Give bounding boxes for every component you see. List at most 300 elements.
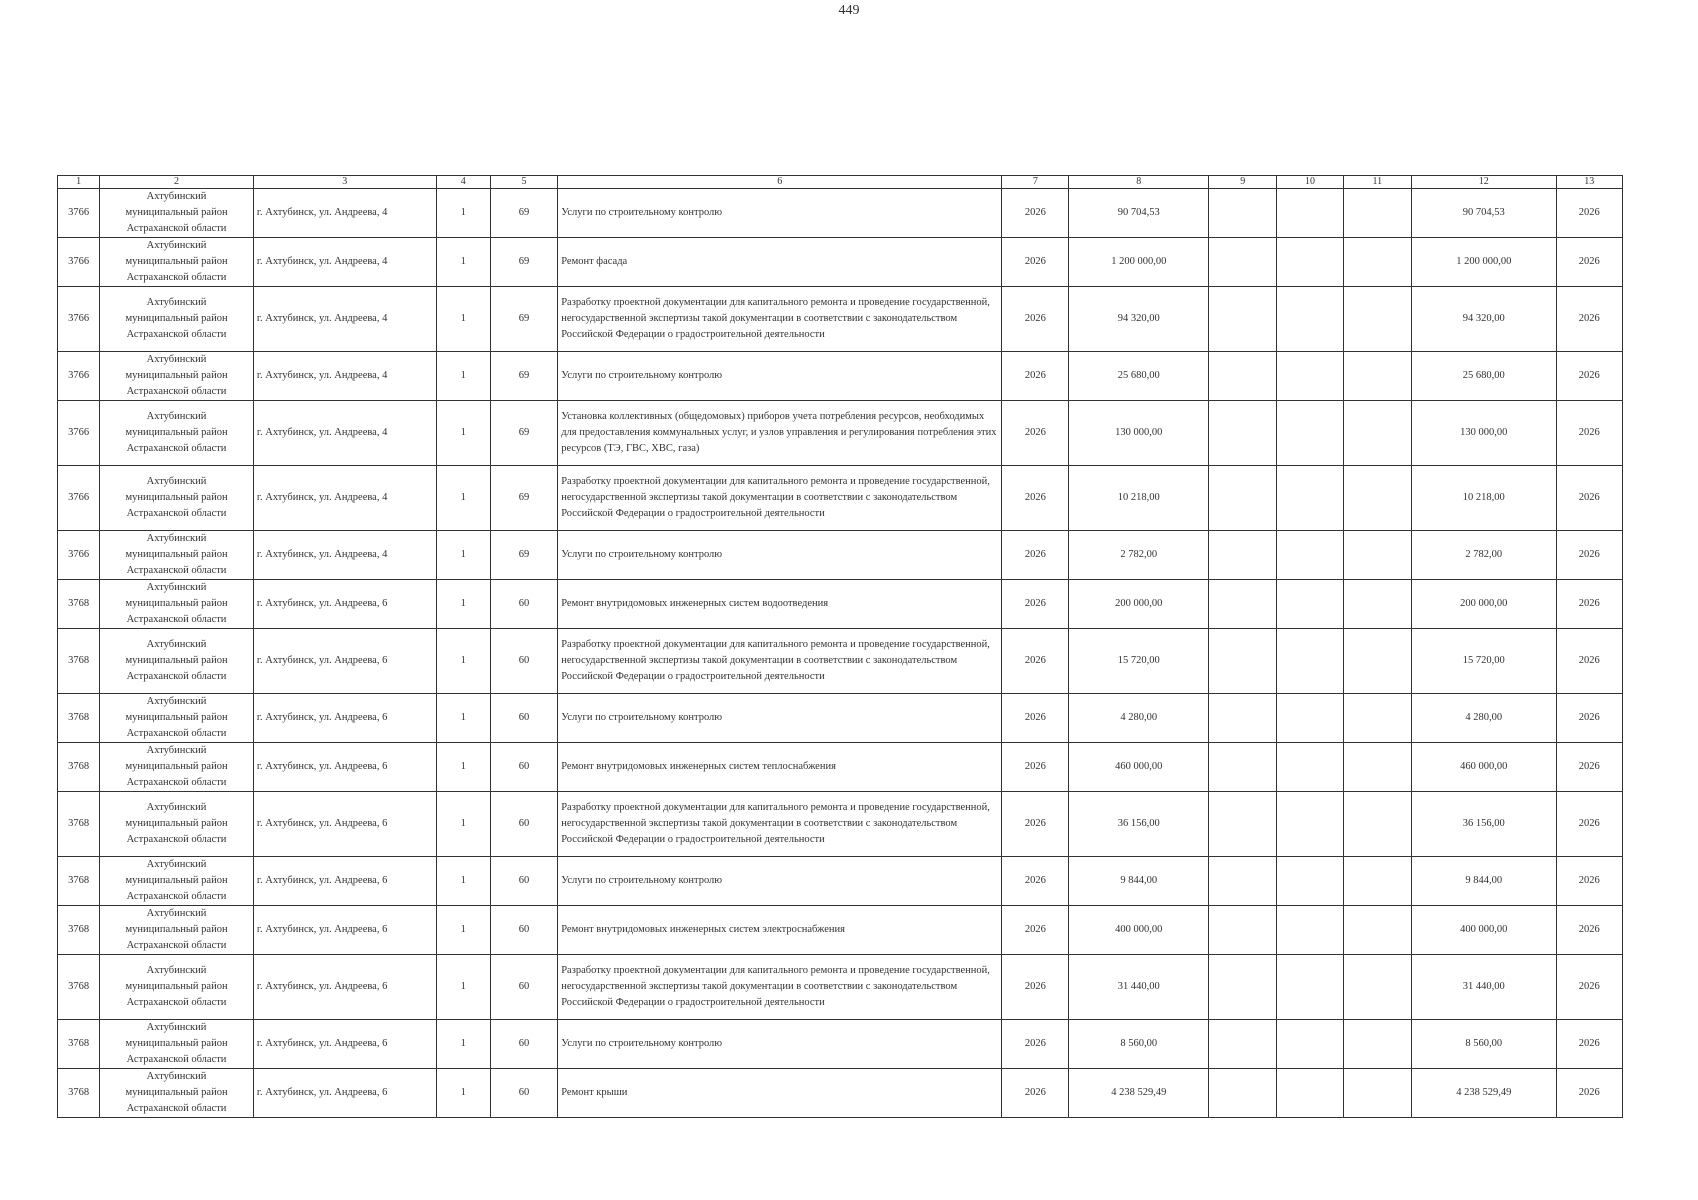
col9-cell	[1209, 906, 1277, 955]
id-text: 3768	[68, 981, 90, 992]
year-cell	[1002, 1020, 1069, 1069]
district-text: Ахтубинский	[146, 297, 207, 308]
header-cell: 10	[1277, 176, 1343, 189]
col4-text: 1	[460, 818, 466, 829]
table-row	[58, 401, 1623, 466]
amount-text: 8 560,00	[1120, 1038, 1158, 1049]
address-text: г. Ахтубинск, ул. Андреева, 4	[256, 256, 388, 267]
district-text: муниципальный район	[125, 818, 228, 829]
col5-cell	[490, 743, 557, 792]
district-cell	[100, 743, 254, 792]
address-text: г. Ахтубинск, ул. Андреева, 6	[256, 1087, 388, 1098]
col10-cell	[1277, 189, 1343, 238]
amount-text: 130 000,00	[1115, 427, 1163, 438]
work-type-text: Ремонт внутридомовых инженерных систем водоотведения	[561, 598, 829, 609]
year-text: 2026	[1024, 875, 1046, 886]
address-cell	[253, 1069, 436, 1118]
id-cell	[58, 1020, 100, 1069]
col5-text: 60	[518, 981, 530, 992]
col10-cell	[1277, 629, 1343, 694]
total-text: 15 720,00	[1462, 655, 1505, 666]
total-text: 1 200 000,00	[1456, 256, 1512, 267]
table-row	[58, 580, 1623, 629]
amount-text: 10 218,00	[1117, 492, 1160, 503]
col5-text: 60	[518, 924, 530, 935]
work-type-cell	[558, 238, 1002, 287]
end-year-text: 2026	[1578, 924, 1600, 935]
district-cell	[100, 857, 254, 906]
col9-cell	[1209, 287, 1277, 352]
work-type-text: Разработку проектной документации для капитального ремонта и проведение государственной, негосударственной экспертизы такой документации в соответствии с законодательством Российской Федерации о градостроительной деятельности	[561, 639, 990, 682]
table-row	[58, 955, 1623, 1020]
header-cell: 1	[58, 176, 100, 189]
work-type-cell	[558, 792, 1002, 857]
year-text: 2026	[1024, 427, 1046, 438]
amount-cell	[1069, 955, 1209, 1020]
amount-text: 36 156,00	[1117, 818, 1160, 829]
col4-text: 1	[460, 427, 466, 438]
total-text: 36 156,00	[1462, 818, 1505, 829]
id-cell	[58, 580, 100, 629]
year-cell	[1002, 531, 1069, 580]
work-type-text: Ремонт внутридомовых инженерных систем электроснабжения	[561, 924, 845, 935]
col10-cell	[1277, 287, 1343, 352]
total-text: 2 782,00	[1465, 549, 1503, 560]
col4-text: 1	[460, 924, 466, 935]
col5-cell	[490, 352, 557, 401]
year-text: 2026	[1024, 549, 1046, 560]
address-text: г. Ахтубинск, ул. Андреева, 6	[256, 761, 388, 772]
year-cell	[1002, 466, 1069, 531]
table-row	[58, 287, 1623, 352]
total-text: 90 704,53	[1462, 207, 1505, 218]
capital-repair-table	[57, 175, 1623, 1118]
col10-cell	[1277, 743, 1343, 792]
col5-text: 60	[518, 712, 530, 723]
col4-text: 1	[460, 549, 466, 560]
col10-cell	[1277, 352, 1343, 401]
work-type-text: Услуги по строительному контролю	[561, 1038, 723, 1049]
id-text: 3768	[68, 761, 90, 772]
col4-cell	[436, 189, 490, 238]
year-text: 2026	[1024, 924, 1046, 935]
address-cell	[253, 401, 436, 466]
amount-cell	[1069, 857, 1209, 906]
work-type-text: Услуги по строительному контролю	[561, 370, 723, 381]
district-text: Ахтубинский	[146, 240, 207, 251]
col5-text: 60	[518, 598, 530, 609]
col4-cell	[436, 1069, 490, 1118]
address-text: г. Ахтубинск, ул. Андреева, 6	[256, 924, 388, 935]
id-text: 3768	[68, 1087, 90, 1098]
year-text: 2026	[1024, 370, 1046, 381]
col4-cell	[436, 531, 490, 580]
header-cell: 3	[253, 176, 436, 189]
table-row	[58, 352, 1623, 401]
col9-cell	[1209, 955, 1277, 1020]
district-cell	[100, 1069, 254, 1118]
amount-cell	[1069, 580, 1209, 629]
header-cell: 2	[100, 176, 254, 189]
col4-text: 1	[460, 712, 466, 723]
total-cell	[1411, 189, 1556, 238]
total-cell	[1411, 531, 1556, 580]
total-cell	[1411, 580, 1556, 629]
end-year-text: 2026	[1578, 875, 1600, 886]
year-text: 2026	[1024, 256, 1046, 267]
amount-cell	[1069, 1020, 1209, 1069]
col9-cell	[1209, 466, 1277, 531]
district-text: муниципальный район	[125, 256, 228, 267]
year-cell	[1002, 906, 1069, 955]
id-cell	[58, 531, 100, 580]
amount-cell	[1069, 1069, 1209, 1118]
district-text: Астраханской области	[126, 614, 227, 625]
end-year-cell	[1556, 906, 1622, 955]
header-cell: 12	[1411, 176, 1556, 189]
district-text: муниципальный район	[125, 313, 228, 324]
end-year-cell	[1556, 466, 1622, 531]
total-cell	[1411, 238, 1556, 287]
col11-cell	[1343, 531, 1411, 580]
year-text: 2026	[1024, 1087, 1046, 1098]
year-cell	[1002, 189, 1069, 238]
col5-cell	[490, 906, 557, 955]
district-text: Астраханской области	[126, 223, 227, 234]
address-text: г. Ахтубинск, ул. Андреева, 4	[256, 549, 388, 560]
col10-cell	[1277, 238, 1343, 287]
table-row	[58, 743, 1623, 792]
end-year-text: 2026	[1578, 818, 1600, 829]
col5-cell	[490, 401, 557, 466]
id-cell	[58, 401, 100, 466]
id-text: 3766	[68, 427, 90, 438]
end-year-text: 2026	[1578, 313, 1600, 324]
total-cell	[1411, 352, 1556, 401]
end-year-cell	[1556, 955, 1622, 1020]
year-cell	[1002, 792, 1069, 857]
address-cell	[253, 580, 436, 629]
id-text: 3766	[68, 370, 90, 381]
district-text: муниципальный район	[125, 207, 228, 218]
amount-cell	[1069, 743, 1209, 792]
total-text: 9 844,00	[1465, 875, 1503, 886]
col5-cell	[490, 238, 557, 287]
col9-cell	[1209, 352, 1277, 401]
work-type-text: Ремонт фасада	[561, 256, 628, 267]
work-type-cell	[558, 401, 1002, 466]
end-year-cell	[1556, 694, 1622, 743]
work-type-cell	[558, 955, 1002, 1020]
id-cell	[58, 189, 100, 238]
address-cell	[253, 352, 436, 401]
amount-cell	[1069, 401, 1209, 466]
amount-cell	[1069, 352, 1209, 401]
id-cell	[58, 629, 100, 694]
district-text: Астраханской области	[126, 386, 227, 397]
address-text: г. Ахтубинск, ул. Андреева, 6	[256, 712, 388, 723]
district-text: Астраханской области	[126, 272, 227, 283]
work-type-cell	[558, 287, 1002, 352]
work-type-cell	[558, 531, 1002, 580]
amount-text: 400 000,00	[1115, 924, 1163, 935]
amount-text: 15 720,00	[1117, 655, 1160, 666]
col11-cell	[1343, 743, 1411, 792]
district-text: Ахтубинский	[146, 965, 207, 976]
total-text: 10 218,00	[1462, 492, 1505, 503]
district-text: Ахтубинский	[146, 191, 207, 202]
table-body	[58, 189, 1623, 1118]
total-text: 31 440,00	[1462, 981, 1505, 992]
district-text: Астраханской области	[126, 834, 227, 845]
col5-text: 69	[518, 256, 530, 267]
col5-text: 69	[518, 207, 530, 218]
district-text: Астраханской области	[126, 777, 227, 788]
col9-cell	[1209, 580, 1277, 629]
work-type-cell	[558, 352, 1002, 401]
total-cell	[1411, 1020, 1556, 1069]
col10-cell	[1277, 580, 1343, 629]
district-text: Ахтубинский	[146, 533, 207, 544]
address-cell	[253, 792, 436, 857]
col5-cell	[490, 189, 557, 238]
end-year-text: 2026	[1578, 492, 1600, 503]
col4-cell	[436, 352, 490, 401]
district-text: муниципальный район	[125, 712, 228, 723]
col4-text: 1	[460, 761, 466, 772]
total-cell	[1411, 906, 1556, 955]
district-text: Астраханской области	[126, 1103, 227, 1114]
year-text: 2026	[1024, 207, 1046, 218]
address-text: г. Ахтубинск, ул. Андреева, 4	[256, 370, 388, 381]
col4-text: 1	[460, 1038, 466, 1049]
total-cell	[1411, 466, 1556, 531]
id-cell	[58, 857, 100, 906]
end-year-text: 2026	[1578, 549, 1600, 560]
amount-cell	[1069, 629, 1209, 694]
col4-cell	[436, 287, 490, 352]
end-year-text: 2026	[1578, 256, 1600, 267]
end-year-cell	[1556, 792, 1622, 857]
col9-cell	[1209, 238, 1277, 287]
end-year-cell	[1556, 580, 1622, 629]
district-text: Астраханской области	[126, 728, 227, 739]
district-cell	[100, 531, 254, 580]
address-text: г. Ахтубинск, ул. Андреева, 6	[256, 875, 388, 886]
work-type-cell	[558, 580, 1002, 629]
col9-cell	[1209, 189, 1277, 238]
amount-cell	[1069, 531, 1209, 580]
district-text: Астраханской области	[126, 443, 227, 454]
col11-cell	[1343, 1069, 1411, 1118]
district-text: муниципальный район	[125, 1038, 228, 1049]
total-cell	[1411, 1069, 1556, 1118]
col11-cell	[1343, 580, 1411, 629]
total-cell	[1411, 401, 1556, 466]
total-cell	[1411, 694, 1556, 743]
id-text: 3768	[68, 1038, 90, 1049]
address-cell	[253, 694, 436, 743]
total-text: 400 000,00	[1460, 924, 1508, 935]
end-year-text: 2026	[1578, 981, 1600, 992]
end-year-cell	[1556, 401, 1622, 466]
col4-cell	[436, 466, 490, 531]
year-cell	[1002, 1069, 1069, 1118]
col9-cell	[1209, 629, 1277, 694]
col5-cell	[490, 287, 557, 352]
col11-cell	[1343, 352, 1411, 401]
year-cell	[1002, 352, 1069, 401]
end-year-cell	[1556, 352, 1622, 401]
table-row	[58, 1020, 1623, 1069]
col5-cell	[490, 955, 557, 1020]
header-cell: 5	[490, 176, 557, 189]
total-text: 460 000,00	[1460, 761, 1508, 772]
work-type-cell	[558, 1069, 1002, 1118]
amount-text: 25 680,00	[1117, 370, 1160, 381]
year-cell	[1002, 857, 1069, 906]
total-cell	[1411, 792, 1556, 857]
address-text: г. Ахтубинск, ул. Андреева, 6	[256, 598, 388, 609]
total-text: 130 000,00	[1460, 427, 1508, 438]
col10-cell	[1277, 955, 1343, 1020]
table-row	[58, 792, 1623, 857]
work-type-cell	[558, 1020, 1002, 1069]
work-type-cell	[558, 629, 1002, 694]
id-cell	[58, 906, 100, 955]
district-text: муниципальный район	[125, 761, 228, 772]
col9-cell	[1209, 792, 1277, 857]
col4-text: 1	[460, 598, 466, 609]
district-cell	[100, 1020, 254, 1069]
amount-cell	[1069, 906, 1209, 955]
work-type-text: Услуги по строительному контролю	[561, 875, 723, 886]
amount-text: 31 440,00	[1117, 981, 1160, 992]
col11-cell	[1343, 401, 1411, 466]
header-cell: 7	[1002, 176, 1069, 189]
col9-cell	[1209, 743, 1277, 792]
work-type-text: Ремонт крыши	[561, 1087, 628, 1098]
work-type-text: Разработку проектной документации для капитального ремонта и проведение государственной, негосударственной экспертизы такой документации в соответствии с законодательством Российской Федерации о градостроительной деятельности	[561, 476, 990, 519]
id-text: 3766	[68, 549, 90, 560]
table-row	[58, 629, 1623, 694]
district-text: муниципальный район	[125, 492, 228, 503]
end-year-text: 2026	[1578, 712, 1600, 723]
col10-cell	[1277, 531, 1343, 580]
amount-text: 9 844,00	[1120, 875, 1158, 886]
district-text: Астраханской области	[126, 940, 227, 951]
district-text: Ахтубинский	[146, 582, 207, 593]
col5-cell	[490, 466, 557, 531]
col5-cell	[490, 531, 557, 580]
col4-cell	[436, 792, 490, 857]
amount-text: 2 782,00	[1120, 549, 1158, 560]
year-cell	[1002, 401, 1069, 466]
col4-text: 1	[460, 256, 466, 267]
id-cell	[58, 466, 100, 531]
district-text: Ахтубинский	[146, 639, 207, 650]
work-type-cell	[558, 743, 1002, 792]
end-year-cell	[1556, 238, 1622, 287]
col4-cell	[436, 955, 490, 1020]
col4-cell	[436, 238, 490, 287]
id-text: 3768	[68, 924, 90, 935]
district-text: Астраханской области	[126, 997, 227, 1008]
table-row	[58, 238, 1623, 287]
col11-cell	[1343, 287, 1411, 352]
col9-cell	[1209, 531, 1277, 580]
col5-text: 60	[518, 1038, 530, 1049]
col11-cell	[1343, 1020, 1411, 1069]
header-cell: 9	[1209, 176, 1277, 189]
end-year-text: 2026	[1578, 370, 1600, 381]
work-type-cell	[558, 466, 1002, 531]
total-text: 94 320,00	[1462, 313, 1505, 324]
work-type-text: Услуги по строительному контролю	[561, 549, 723, 560]
header-cell: 11	[1343, 176, 1411, 189]
amount-cell	[1069, 792, 1209, 857]
end-year-cell	[1556, 1069, 1622, 1118]
id-text: 3766	[68, 207, 90, 218]
col4-text: 1	[460, 492, 466, 503]
col11-cell	[1343, 189, 1411, 238]
district-text: Астраханской области	[126, 1054, 227, 1065]
address-cell	[253, 743, 436, 792]
work-type-text: Разработку проектной документации для капитального ремонта и проведение государственной, негосударственной экспертизы такой документации в соответствии с законодательством Российской Федерации о градостроительной деятельности	[561, 297, 990, 340]
id-text: 3768	[68, 712, 90, 723]
col10-cell	[1277, 857, 1343, 906]
col4-cell	[436, 401, 490, 466]
district-cell	[100, 238, 254, 287]
year-cell	[1002, 955, 1069, 1020]
col9-cell	[1209, 694, 1277, 743]
header-cell: 8	[1069, 176, 1209, 189]
col5-text: 69	[518, 549, 530, 560]
district-text: Ахтубинский	[146, 859, 207, 870]
col5-text: 60	[518, 818, 530, 829]
district-cell	[100, 352, 254, 401]
end-year-text: 2026	[1578, 427, 1600, 438]
table-row	[58, 531, 1623, 580]
end-year-text: 2026	[1578, 761, 1600, 772]
col4-cell	[436, 906, 490, 955]
col4-text: 1	[460, 875, 466, 886]
address-text: г. Ахтубинск, ул. Андреева, 4	[256, 313, 388, 324]
year-text: 2026	[1024, 598, 1046, 609]
col11-cell	[1343, 792, 1411, 857]
address-text: г. Ахтубинск, ул. Андреева, 6	[256, 981, 388, 992]
col11-cell	[1343, 857, 1411, 906]
id-cell	[58, 955, 100, 1020]
id-cell	[58, 694, 100, 743]
district-text: муниципальный район	[125, 549, 228, 560]
amount-cell	[1069, 694, 1209, 743]
address-cell	[253, 531, 436, 580]
district-cell	[100, 466, 254, 531]
district-text: Астраханской области	[126, 891, 227, 902]
col11-cell	[1343, 694, 1411, 743]
header-cell: 13	[1556, 176, 1622, 189]
amount-text: 94 320,00	[1117, 313, 1160, 324]
amount-text: 1 200 000,00	[1111, 256, 1167, 267]
col5-cell	[490, 629, 557, 694]
district-text: Астраханской области	[126, 329, 227, 340]
col4-cell	[436, 743, 490, 792]
amount-text: 4 280,00	[1120, 712, 1158, 723]
col4-cell	[436, 1020, 490, 1069]
year-text: 2026	[1024, 712, 1046, 723]
end-year-cell	[1556, 743, 1622, 792]
